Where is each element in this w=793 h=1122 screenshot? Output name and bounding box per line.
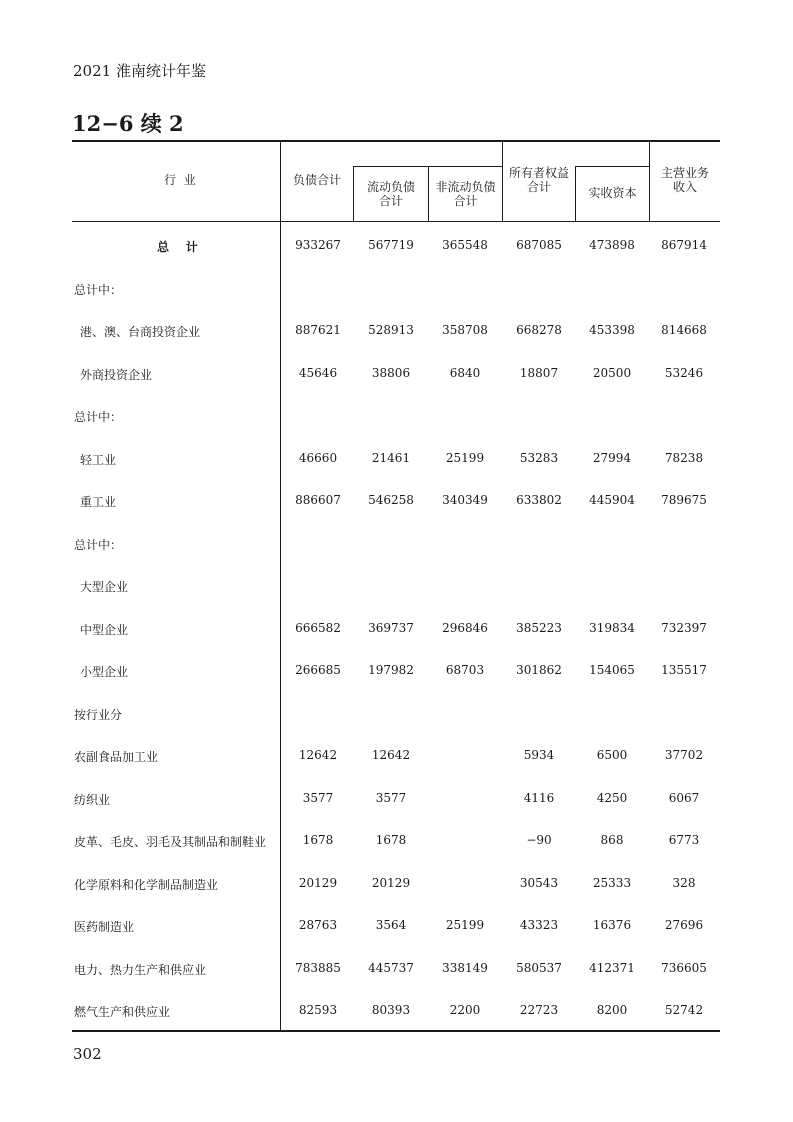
row-label: 总计中：: [74, 410, 123, 424]
table-cell: 319834: [589, 621, 635, 635]
col-header-noncurrent-liabilities: 非流动负债 合计: [435, 180, 496, 208]
table-cell: 1678: [302, 833, 334, 847]
table-cell: 8200: [596, 1003, 628, 1017]
table-cell: 12642: [371, 748, 411, 762]
book-title: 2021 淮南统计年鉴: [73, 62, 206, 80]
table-cell: 412371: [589, 961, 635, 975]
table-cell: 666582: [295, 621, 341, 635]
table-cell: 30543: [519, 876, 559, 890]
table-cell: 6773: [668, 833, 700, 847]
table-row: [72, 831, 720, 851]
table-row: [72, 576, 720, 596]
table-cell: 25333: [592, 876, 632, 890]
table-cell: 2200: [449, 1003, 481, 1017]
table-cell: 887621: [295, 323, 341, 337]
table-cell: 358708: [442, 323, 488, 337]
table-cell: 6067: [668, 791, 700, 805]
table-cell: 6500: [596, 748, 628, 762]
table-cell: 328: [672, 876, 696, 890]
table-cell: 1678: [375, 833, 407, 847]
table-cell: 668278: [516, 323, 562, 337]
table-cell: 21461: [371, 451, 411, 465]
table-cell: 301862: [516, 663, 562, 677]
table-cell: 4250: [596, 791, 628, 805]
table-cell: 633802: [516, 493, 562, 507]
table-cell: 369737: [368, 621, 414, 635]
table-row: [72, 874, 720, 894]
table-cell: 80393: [371, 1003, 411, 1017]
table-cell: 27994: [592, 451, 632, 465]
table-cell: 867914: [661, 238, 707, 252]
table-cell: 453398: [589, 323, 635, 337]
table-cell: 28763: [298, 918, 338, 932]
row-label: 电力、热力生产和供应业: [74, 963, 207, 977]
table-cell: 38806: [371, 366, 411, 380]
table-cell: 546258: [368, 493, 414, 507]
row-label: 大型企业: [80, 580, 129, 594]
table-cell: 445904: [589, 493, 635, 507]
row-label: 中型企业: [80, 623, 129, 637]
table-cell: 528913: [368, 323, 414, 337]
table-cell: 783885: [295, 961, 341, 975]
table-cell: 266685: [295, 663, 341, 677]
table-row: [72, 916, 720, 936]
table-cell: 473898: [589, 238, 635, 252]
table-cell: 3577: [375, 791, 407, 805]
table-cell: 82593: [298, 1003, 338, 1017]
row-label: 纺织业: [74, 793, 111, 807]
table-cell: 580537: [516, 961, 562, 975]
table-row: [72, 789, 720, 809]
table-cell: 22723: [519, 1003, 559, 1017]
col-header-industry: 行 业: [164, 173, 196, 187]
row-label: 总 计: [157, 240, 198, 254]
table-row: [72, 746, 720, 766]
table-cell: 45646: [298, 366, 338, 380]
row-label: 化学原料和化学制品制造业: [74, 878, 219, 892]
table-cell: 197982: [368, 663, 414, 677]
header-bottom-rule: [72, 221, 720, 222]
table-cell: 52742: [664, 1003, 704, 1017]
row-label: 皮革、毛皮、羽毛及其制品和制鞋业: [74, 835, 267, 849]
table-cell: 27696: [664, 918, 704, 932]
table-cell: 886607: [295, 493, 341, 507]
table-row: [72, 1001, 720, 1021]
row-label: 轻工业: [80, 453, 117, 467]
table-cell: 868: [600, 833, 624, 847]
table-cell: 46660: [298, 451, 338, 465]
table-cell: 365548: [442, 238, 488, 252]
table-cell: 16376: [592, 918, 632, 932]
table-cell: 340349: [442, 493, 488, 507]
row-label: 重工业: [80, 495, 117, 509]
table-cell: 687085: [516, 238, 562, 252]
table-cell: 12642: [298, 748, 338, 762]
row-label: 农副食品加工业: [74, 750, 159, 764]
table-cell: 154065: [589, 663, 635, 677]
table-cell: 53246: [664, 366, 704, 380]
table-cell: 732397: [661, 621, 707, 635]
table-row: [72, 364, 720, 384]
table-cell: 4116: [523, 791, 555, 805]
row-label: 燃气生产和供应业: [74, 1005, 171, 1019]
table-cell: 385223: [516, 621, 562, 635]
col-header-paid-in-capital: 实收资本: [588, 186, 637, 200]
table-cell: 37702: [664, 748, 704, 762]
table-cell: 25199: [445, 451, 485, 465]
table-cell: 18807: [519, 366, 559, 380]
col-header-main-revenue: 主营业务 收入: [660, 166, 709, 194]
header-mid-rule-right: [575, 166, 649, 167]
table-cell: 5934: [523, 748, 555, 762]
page-number: 302: [73, 1045, 102, 1063]
table-top-rule: [72, 140, 720, 142]
table-cell: 296846: [442, 621, 488, 635]
table-cell: 789675: [661, 493, 707, 507]
table-row: [72, 704, 720, 724]
table-cell: 814668: [661, 323, 707, 337]
table-cell: 736605: [661, 961, 707, 975]
table-cell: 445737: [368, 961, 414, 975]
table-cell: 20129: [371, 876, 411, 890]
table-cell: 135517: [661, 663, 707, 677]
col-header-owners-equity: 所有者权益 合计: [508, 166, 569, 194]
table-cell: 43323: [519, 918, 559, 932]
table-cell: 53283: [519, 451, 559, 465]
table-cell: 567719: [368, 238, 414, 252]
row-label: 外商投资企业: [80, 368, 153, 382]
table-cell: 78238: [664, 451, 704, 465]
table-cell: 6840: [449, 366, 481, 380]
table-row: [72, 279, 720, 299]
table-cell: 933267: [295, 238, 341, 252]
table-row: [72, 449, 720, 469]
table-row: [72, 959, 720, 979]
row-label: 小型企业: [80, 665, 129, 679]
table-cell: 338149: [442, 961, 488, 975]
table-row: [72, 491, 720, 511]
table-row: [72, 661, 720, 681]
table-id: 12−6 续 2: [72, 111, 184, 136]
table-row: [72, 534, 720, 554]
row-label: 港、澳、台商投资企业: [80, 325, 201, 339]
table-cell: 20129: [298, 876, 338, 890]
table-cell: 25199: [445, 918, 485, 932]
col-header-current-liabilities: 流动负债 合计: [366, 180, 415, 208]
table-cell: 68703: [445, 663, 485, 677]
table-row: [72, 236, 720, 256]
table-bottom-rule: [72, 1030, 720, 1032]
table-row: [72, 321, 720, 341]
row-label: 总计中：: [74, 538, 123, 552]
table-row: [72, 619, 720, 639]
table-cell: 3577: [302, 791, 334, 805]
table-row: [72, 406, 720, 426]
row-label: 按行业分: [74, 708, 123, 722]
row-label: 医药制造业: [74, 920, 135, 934]
col-header-total-liabilities: 负债合计: [292, 173, 341, 187]
table-cell: −90: [526, 833, 552, 847]
row-label: 总计中：: [74, 283, 123, 297]
table-cell: 20500: [592, 366, 632, 380]
table-cell: 3564: [375, 918, 407, 932]
